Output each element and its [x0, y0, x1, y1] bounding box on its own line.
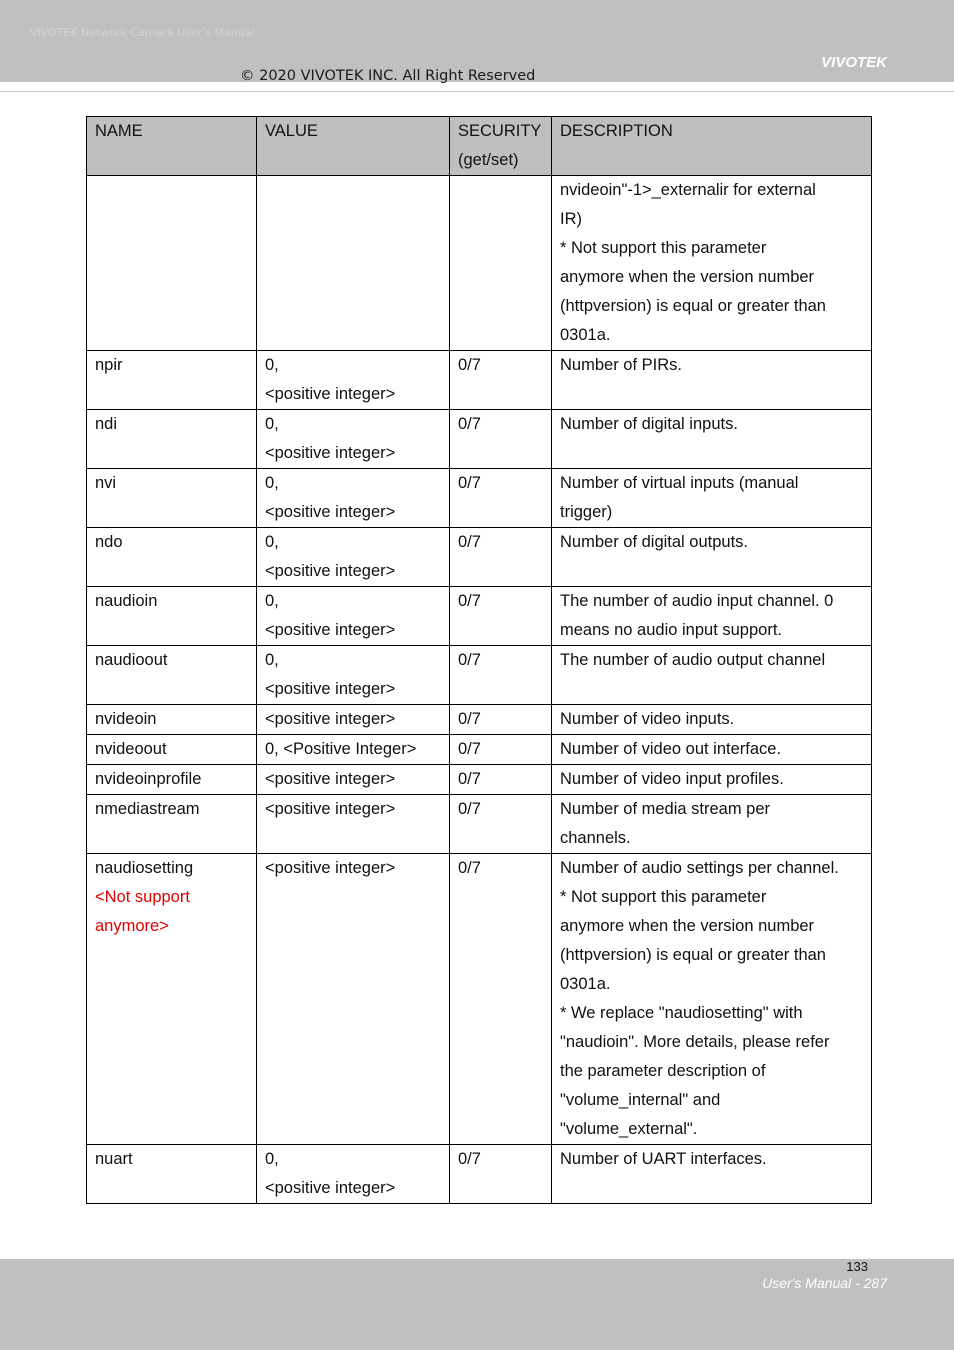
page-number: 133 [846, 1259, 868, 1274]
cell-security: 0/7 [450, 587, 552, 646]
table-row [87, 735, 872, 765]
table-header-row [87, 117, 872, 176]
cell-security: 0/7 [450, 854, 552, 1145]
cell-value: <positive integer> [257, 854, 450, 1145]
cell-description: Number of video inputs. [552, 705, 872, 735]
table-row [87, 854, 872, 1145]
header-security [450, 117, 552, 176]
header-name: NAME [87, 117, 257, 176]
table-row [87, 528, 872, 587]
cell-security: 0/7 [450, 351, 552, 410]
cell-value: <positive integer> [257, 765, 450, 795]
cell-value: 0, <Positive Integer> [257, 735, 450, 765]
cell-name: ndo [87, 528, 257, 587]
cell-security: 0/7 [450, 735, 552, 765]
cell-name: nvideoout [87, 735, 257, 765]
cell-value [257, 176, 450, 351]
cell-description: nvideoin"-1>_externalir for external IR) * Not support this parameter anymore when the version number (httpversion) is equal or greater than 0301a. [552, 176, 872, 351]
table-row [87, 469, 872, 528]
cell-description: The number of audio output channel [552, 646, 872, 705]
header-description: DESCRIPTION [552, 117, 872, 176]
parameter-table [86, 116, 872, 1204]
cell-value: 0, <positive integer> [257, 410, 450, 469]
header-security-line1: SECURITY [458, 122, 542, 140]
cell-name: nvideoin [87, 705, 257, 735]
cell-value: <positive integer> [257, 795, 450, 854]
cell-name: npir [87, 351, 257, 410]
cell-security: 0/7 [450, 410, 552, 469]
cell-name: nvideoinprofile [87, 765, 257, 795]
cell-value: 0, <positive integer> [257, 1145, 450, 1204]
cell-description: Number of video input profiles. [552, 765, 872, 795]
not-supported-note: <Not support [95, 888, 190, 906]
cell-description: Number of virtual inputs (manual trigger) [552, 469, 872, 528]
cell-security: 0/7 [450, 705, 552, 735]
table-row [87, 765, 872, 795]
header-divider [0, 91, 954, 92]
copyright-text: © 2020 VIVOTEK INC. All Right Reserved [240, 68, 536, 84]
cell-description: The number of audio input channel. 0 means no audio input support. [552, 587, 872, 646]
footer-band [0, 1259, 954, 1350]
cell-security: 0/7 [450, 795, 552, 854]
cell-value: 0, <positive integer> [257, 587, 450, 646]
table-row [87, 1145, 872, 1204]
cell-name: ndi [87, 410, 257, 469]
cell-value: 0, <positive integer> [257, 646, 450, 705]
cell-value: 0, <positive integer> [257, 469, 450, 528]
cell-description: Number of digital inputs. [552, 410, 872, 469]
cell-description: Number of UART interfaces. [552, 1145, 872, 1204]
cell-name: naudioin [87, 587, 257, 646]
table-row [87, 176, 872, 351]
cell-description: Number of digital outputs. [552, 528, 872, 587]
table-row [87, 795, 872, 854]
cell-description: Number of media stream per channels. [552, 795, 872, 854]
header-value: VALUE [257, 117, 450, 176]
cell-security: 0/7 [450, 1145, 552, 1204]
cell-name: naudioout [87, 646, 257, 705]
cell-security [450, 176, 552, 351]
cell-value: <positive integer> [257, 705, 450, 735]
table-row [87, 705, 872, 735]
header-faint-text: VIVOTEK Network Camera User's Manual [30, 26, 255, 39]
cell-name: nmediastream [87, 795, 257, 854]
manual-page-label: User's Manual - 287 [762, 1275, 887, 1291]
header-security-line2: (get/set) [458, 151, 519, 169]
cell-name [87, 176, 257, 351]
cell-description: Number of video out interface. [552, 735, 872, 765]
cell-description: Number of audio settings per channel. * Not support this parameter anymore when the version number (httpversion) is equal or greater than 0301a. * We replace "naudiosetting" with "naudioin". More details, please refer the parameter description of "volume_internal" and "volume_external". [552, 854, 872, 1145]
table-row [87, 351, 872, 410]
cell-name: nvi [87, 469, 257, 528]
cell-value: 0, <positive integer> [257, 351, 450, 410]
cell-value: 0, <positive integer> [257, 528, 450, 587]
table-row [87, 587, 872, 646]
cell-security: 0/7 [450, 469, 552, 528]
cell-description: Number of PIRs. [552, 351, 872, 410]
brand-logo-text: VIVOTEK [821, 54, 887, 71]
cell-security: 0/7 [450, 765, 552, 795]
table-body [87, 176, 872, 1204]
cell-security: 0/7 [450, 528, 552, 587]
table-row [87, 410, 872, 469]
cell-security: 0/7 [450, 646, 552, 705]
cell-name: naudiosetting <Not support anymore> [87, 854, 257, 1145]
not-supported-note: anymore> [95, 917, 169, 935]
table-row [87, 646, 872, 705]
cell-name: nuart [87, 1145, 257, 1204]
